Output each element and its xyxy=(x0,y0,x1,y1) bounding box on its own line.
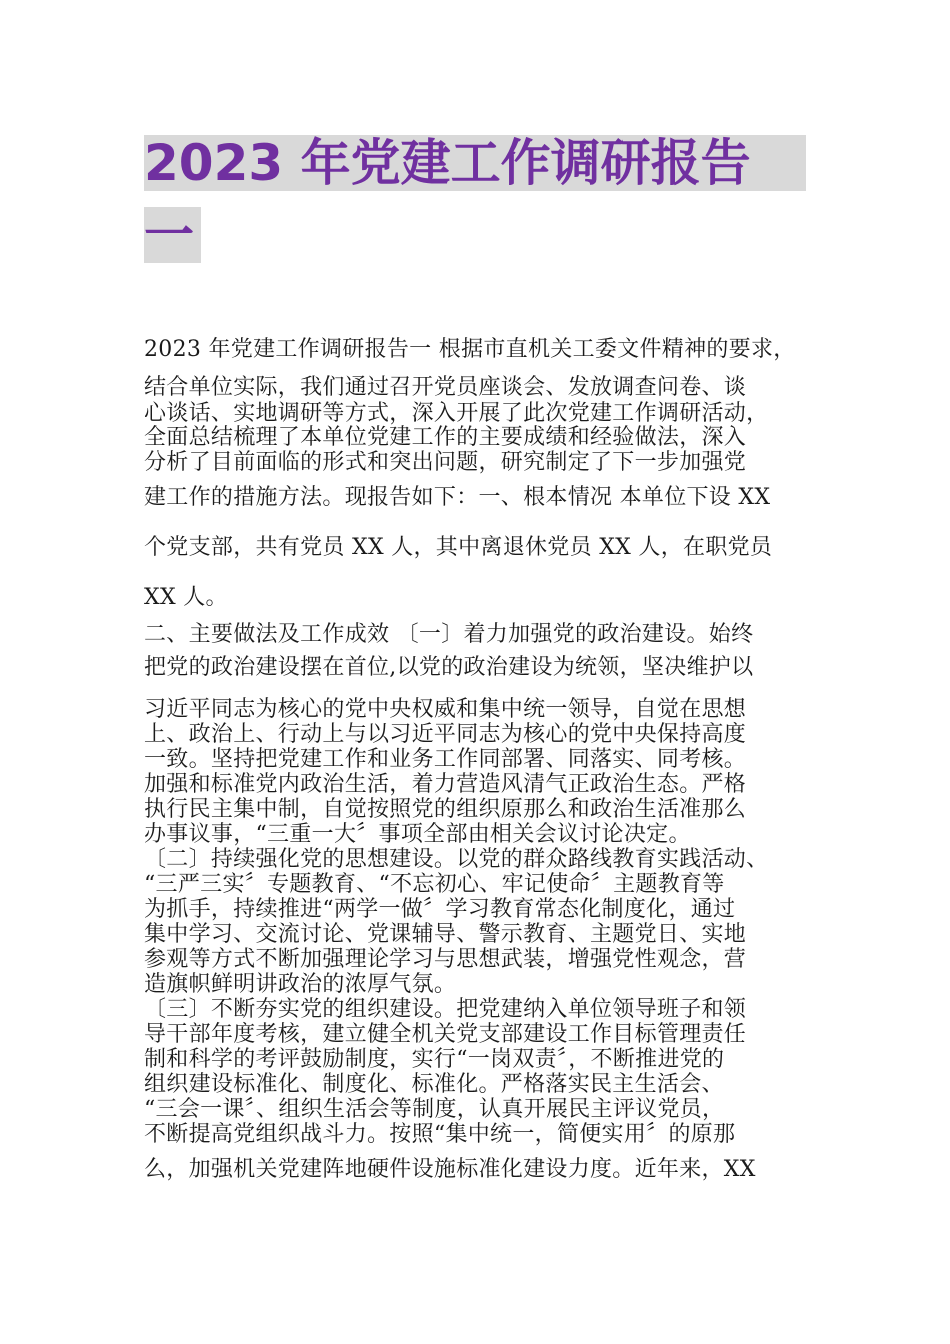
body-line: XX 人。 xyxy=(144,585,228,610)
body-line: 把党的政治建设摆在首位,以党的政治建设为统领，坚决维护以 xyxy=(144,655,754,680)
body-line: 为抓手，持续推进“两学一做〞学习教育常态化制度化，通过 xyxy=(144,897,736,922)
body-line: 么，加强机关党建阵地硬件设施标准化建设力度。近年来，XX xyxy=(144,1157,756,1182)
body-line: “三会一课〞、组织生活会等制度，认真开展民主评议党员， xyxy=(144,1097,725,1122)
body-line: 一致。坚持把党建工作和业务工作同部署、同落实、同考核。 xyxy=(144,747,747,772)
body-line: “三严三实〞专题教育、“不忘初心、牢记使命〞主题教育等 xyxy=(144,872,725,897)
body-line: 制和科学的考评鼓励制度，实行“一岗双责〞，不断推进党的 xyxy=(144,1047,725,1072)
body-line: 执行民主集中制，自觉按照党的组织原那么和政治生活准那么 xyxy=(144,797,747,822)
body-line: 结合单位实际，我们通过召开党员座谈会、发放调查问卷、谈 xyxy=(144,375,747,400)
document-title-line-1: 2023 年党建工作调研报告 xyxy=(144,135,806,191)
body-line: 分析了目前面临的形式和突出问题，研究制定了下一步加强党 xyxy=(144,450,747,475)
body-line: 不断提高党组织战斗力。按照“集中统一，简便实用〞的原那 xyxy=(144,1122,736,1147)
body-line: 造旗帜鲜明讲政治的浓厚气氛。 xyxy=(144,972,457,997)
body-line: 〔三〕不断夯实党的组织建设。把党建纳入单位领导班子和领 xyxy=(144,997,747,1022)
document-title-line-2: 一 xyxy=(144,207,201,263)
body-line: 导干部年度考核，建立健全机关党支部建设工作目标管理责任 xyxy=(144,1022,747,1047)
body-line: 心谈话、实地调研等方式，深入开展了此次党建工作调研活动， xyxy=(144,401,769,426)
body-line: 〔二〕持续强化党的思想建设。以党的群众路线教育实践活动、 xyxy=(144,847,769,872)
body-line: 参观等方式不断加强理论学习与思想武装，增强党性观念，营 xyxy=(144,947,747,972)
body-line: 建工作的措施方法。现报告如下：一、根本情况 本单位下设 XX xyxy=(144,485,771,510)
body-line: 组织建设标准化、制度化、标准化。严格落实民主生活会、 xyxy=(144,1072,724,1097)
body-line: 个党支部，共有党员 XX 人，其中离退休党员 XX 人，在职党员 xyxy=(144,535,773,560)
body-line: 全面总结梳理了本单位党建工作的主要成绩和经验做法，深入 xyxy=(144,425,747,450)
body-line: 上、政治上、行动上与以习近平同志为核心的党中央保持高度 xyxy=(144,722,747,747)
body-line: 集中学习、交流讨论、党课辅导、警示教育、主题党日、实地 xyxy=(144,922,747,947)
body-line: 加强和标准党内政治生活，着力营造风清气正政治生态。严格 xyxy=(144,772,747,797)
body-line: 2023 年党建工作调研报告一 根据市直机关工委文件精神的要求， xyxy=(144,337,796,362)
body-line: 办事议事，“三重一大〞事项全部由相关会议讨论决定。 xyxy=(144,822,691,847)
body-line: 习近平同志为核心的党中央权威和集中统一领导，自觉在思想 xyxy=(144,697,747,722)
body-line: 二、主要做法及工作成效 〔一〕着力加强党的政治建设。始终 xyxy=(144,622,754,647)
